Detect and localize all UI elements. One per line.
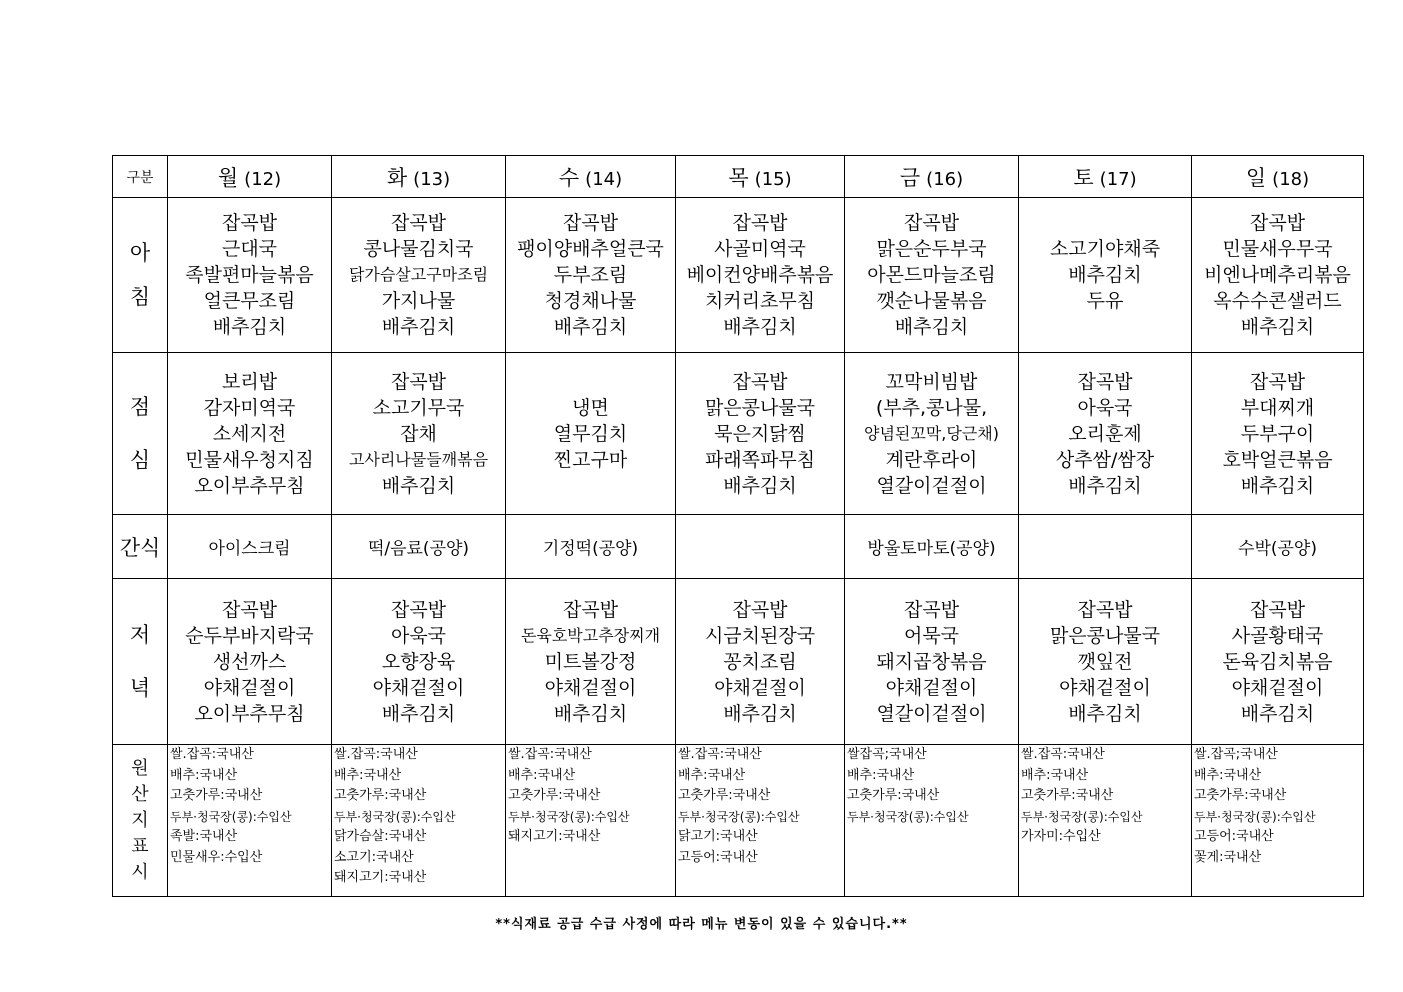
lunch-item: 오리훈제: [1068, 422, 1142, 445]
lunch-item: 호박얼큰볶음: [1222, 448, 1333, 471]
breakfast-item: 배추김치: [723, 316, 797, 338]
breakfast-cell: [332, 198, 506, 353]
breakfast-item: 옥수수콘샐러드: [1213, 290, 1342, 312]
dinner-item: 오향장육: [381, 650, 456, 673]
origin-line: 닭가슴살:국내산: [334, 829, 427, 844]
dinner-item: 생선까스: [212, 650, 287, 673]
dinner-item: 야채겉절이: [372, 676, 465, 699]
snack-cell: 떡/음료(공양): [332, 515, 506, 579]
dinner-item: 배추김치: [553, 702, 628, 725]
dinner-item: 맑은콩나물국: [1049, 624, 1161, 647]
origin-line: 쌀.잡곡:국내산: [334, 747, 418, 762]
origin-line: 고등어:국내산: [678, 849, 758, 865]
breakfast-cell: [1019, 198, 1192, 353]
origin-line: 배추:국내산: [1021, 767, 1089, 783]
dinner-item: 잡곡밥: [1249, 598, 1306, 621]
lunch-item: 양념된꼬막,당근채): [864, 423, 999, 443]
day-header: [676, 156, 845, 198]
lunch-item: 잡곡밥: [1077, 370, 1133, 393]
origin-label-char: 원: [131, 757, 149, 779]
corner-label: 구분: [113, 156, 168, 198]
lunch-item: (부추,콩나물,: [875, 396, 988, 419]
breakfast-cell: [845, 198, 1019, 353]
dinner-label-char: 녁: [129, 675, 151, 700]
origin-line: 두부·청국장(콩):수입산: [170, 809, 292, 824]
dinner-item: 시금치된장국: [704, 624, 816, 647]
dinner-item: 야채겉절이: [1231, 676, 1324, 699]
lunch-item: 꼬막비빔밥: [885, 370, 978, 393]
dinner-item: 사골황태국: [1231, 624, 1324, 647]
header-row: [113, 156, 1364, 198]
lunch-item: 배추김치: [1068, 474, 1142, 497]
origin-line: 두부·청국장(콩):수입산: [508, 809, 630, 824]
origin-label-char: 시: [131, 861, 149, 883]
snack-row: [113, 515, 1364, 579]
breakfast-item: 팽이양배추얼큰국: [517, 238, 664, 260]
breakfast-item: 족발편마늘볶음: [185, 264, 314, 286]
lunch-item: 소고기무국: [372, 396, 465, 419]
day-name: 화: [386, 165, 408, 190]
lunch-item: 고사리나물들깨볶음: [348, 449, 489, 469]
day-name: 수: [558, 165, 580, 190]
day-header: [506, 156, 676, 198]
origin-line: 쌀.잡곡:국내산: [1021, 747, 1105, 762]
dinner-item: 열갈이겉절이: [876, 702, 987, 725]
breakfast-item: 닭가슴살고구마조림: [348, 265, 489, 284]
origin-line: 쌀.잡곡:국내산: [508, 747, 592, 762]
snack-cell: [676, 515, 845, 579]
dinner-cell: [168, 579, 332, 745]
day-date: (18): [1272, 168, 1310, 190]
lunch-item: 오이부추무침: [194, 474, 305, 497]
dinner-item: 돼지곱창볶음: [876, 650, 987, 673]
origin-line: 고춧가루:국내산: [1021, 788, 1114, 803]
breakfast-item: 배추김치: [1240, 316, 1315, 338]
lunch-cell: [168, 353, 332, 515]
origin-row: [113, 745, 1364, 897]
lunch-item: 파래쪽파무침: [704, 448, 816, 471]
origin-line: 돼지고기:국내산: [508, 829, 601, 844]
dinner-item: 깻잎전: [1077, 650, 1133, 673]
dinner-label-char: 저: [129, 623, 151, 648]
dinner-item: 잡곡밥: [390, 598, 447, 621]
dinner-item: 잡곡밥: [562, 598, 619, 621]
breakfast-item: 청경채나물: [544, 290, 637, 312]
dinner-cell: [1192, 579, 1364, 745]
snack-cell: 아이스크림: [168, 515, 332, 579]
dinner-item: 배추김치: [1068, 702, 1142, 725]
origin-line: 꽃게:국내산: [1194, 849, 1262, 865]
lunch-item: 배추김치: [723, 474, 797, 497]
dinner-item: 미트볼강정: [544, 650, 637, 673]
lunch-item: 열무김치: [553, 422, 628, 445]
dinner-item: 배추김치: [381, 702, 456, 725]
origin-line: 두부·청국장(콩):수입산: [1021, 809, 1143, 824]
breakfast-item: 근대국: [221, 238, 278, 260]
lunch-item: 잡채: [400, 422, 437, 445]
lunch-cell: [1019, 353, 1192, 515]
dinner-item: 아욱국: [390, 624, 447, 647]
breakfast-cell: [676, 198, 845, 353]
dinner-item: 잡곡밥: [1077, 598, 1133, 621]
breakfast-item: 소고기야채죽: [1049, 238, 1161, 260]
breakfast-cell: [1192, 198, 1364, 353]
dinner-item: 돈육호박고추장찌개: [520, 625, 661, 645]
day-date: (17): [1099, 168, 1137, 190]
dinner-cell: [845, 579, 1019, 745]
breakfast-item: 베이컨양배추볶음: [686, 264, 834, 286]
origin-label-char: 산: [131, 783, 149, 805]
origin-cell: [332, 745, 506, 897]
breakfast-item: 비엔나메추리볶음: [1204, 264, 1351, 286]
day-name: 목: [728, 165, 749, 190]
origin-line: 두부·청국장(콩):수입산: [847, 809, 969, 824]
breakfast-item: 잡곡밥: [732, 212, 788, 234]
breakfast-item: 배추김치: [212, 316, 287, 338]
snack-label: 간식: [113, 515, 168, 579]
lunch-item: 민물새우청지짐: [185, 448, 314, 471]
lunch-label-char: 점: [129, 395, 151, 420]
day-name: 토: [1073, 165, 1094, 190]
day-name: 금: [899, 165, 921, 190]
origin-line: 돼지고기:국내산: [334, 870, 427, 885]
breakfast-item: 잡곡밥: [390, 212, 447, 234]
origin-line: 쌀.잡곡:국내산: [678, 747, 762, 762]
origin-cell: [1019, 745, 1192, 897]
origin-cell: [506, 745, 676, 897]
origin-line: 두부·청국장(콩):수입산: [678, 809, 800, 824]
origin-line: 두부·청국장(콩):수입산: [1194, 809, 1316, 824]
day-date: (14): [585, 168, 623, 190]
breakfast-item: 배추김치: [1068, 264, 1142, 286]
lunch-item: 부대찌개: [1240, 396, 1315, 419]
origin-line: 배추:국내산: [678, 767, 746, 783]
dinner-item: 잡곡밥: [732, 598, 788, 621]
lunch-item: 소세지전: [212, 422, 287, 445]
lunch-item: 잡곡밥: [1249, 370, 1306, 393]
lunch-item: 잡곡밥: [390, 370, 447, 393]
dinner-item: 야채겉절이: [1059, 676, 1151, 699]
lunch-item: 감자미역국: [203, 396, 296, 419]
dinner-item: 배추김치: [723, 702, 797, 725]
dinner-cell: [506, 579, 676, 745]
day-date: (12): [244, 168, 282, 190]
menu-change-notice: **식재료 공급 수급 사정에 따라 메뉴 변동이 있을 수 있습니다.**: [495, 917, 908, 932]
dinner-item: 야채겉절이: [885, 676, 978, 699]
dinner-item: 야채겉절이: [203, 676, 296, 699]
origin-line: 쌀잡곡;국내산: [847, 747, 927, 762]
breakfast-label-char: 아: [129, 240, 151, 265]
origin-line: 민물새우:수입산: [170, 849, 263, 865]
lunch-cell: [1192, 353, 1364, 515]
snack-cell: [1019, 515, 1192, 579]
lunch-item: 맑은콩나물국: [704, 396, 816, 419]
origin-line: 쌀.잡곡;국내산: [1194, 747, 1278, 762]
breakfast-item: 잡곡밥: [903, 212, 960, 234]
breakfast-item: 가지나물: [381, 290, 456, 312]
dinner-item: 오이부추무침: [194, 702, 305, 725]
snack-cell: 수박(공양): [1192, 515, 1364, 579]
lunch-item: 냉면: [572, 396, 609, 419]
lunch-item: 열갈이겉절이: [876, 474, 987, 497]
origin-line: 고춧가루:국내산: [1194, 788, 1287, 803]
dinner-cell: [676, 579, 845, 745]
dinner-item: 배추김치: [1240, 702, 1315, 725]
origin-line: 가자미:수입산: [1021, 829, 1101, 844]
breakfast-item: 깻순나물볶음: [876, 290, 987, 312]
origin-cell: [845, 745, 1019, 897]
breakfast-label-char: 침: [129, 285, 151, 309]
day-header: [1019, 156, 1192, 198]
day-name: 일: [1245, 165, 1267, 190]
lunch-label-char: 심: [129, 447, 151, 472]
dinner-label: [113, 579, 168, 745]
lunch-item: 묵은지닭찜: [714, 422, 806, 445]
lunch-item: 잡곡밥: [732, 370, 788, 393]
lunch-item: 계란후라이: [885, 448, 978, 471]
lunch-item: 두부구이: [1240, 422, 1315, 445]
breakfast-item: 잡곡밥: [562, 212, 619, 234]
origin-line: 두부·청국장(콩):수입산: [334, 809, 456, 824]
origin-line: 쌀.잡곡:국내산: [170, 747, 254, 762]
origin-cell: [168, 745, 332, 897]
lunch-cell: [845, 353, 1019, 515]
dinner-cell: [332, 579, 506, 745]
breakfast-item: 맑은순두부국: [876, 238, 987, 260]
snack-cell: 기정떡(공양): [506, 515, 676, 579]
origin-line: 고춧가루:국내산: [847, 788, 940, 803]
breakfast-item: 배추김치: [553, 316, 628, 338]
origin-line: 배추:국내산: [170, 767, 238, 783]
lunch-row: [113, 353, 1364, 515]
lunch-item: 아욱국: [1077, 396, 1133, 419]
breakfast-item: 잡곡밥: [221, 212, 278, 234]
day-header: [845, 156, 1019, 198]
breakfast-item: 아몬드마늘조림: [867, 264, 996, 286]
dinner-cell: [1019, 579, 1192, 745]
day-date: (16): [926, 168, 964, 190]
breakfast-item: 얼큰무조림: [203, 290, 296, 312]
breakfast-row: [113, 198, 1364, 353]
breakfast-item: 배추김치: [381, 316, 456, 338]
breakfast-item: 치커리초무침: [704, 290, 816, 312]
lunch-item: 보리밥: [221, 370, 278, 393]
origin-label-char: 지: [131, 809, 149, 831]
dinner-item: 잡곡밥: [221, 598, 278, 621]
origin-line: 소고기:국내산: [334, 849, 414, 865]
origin-line: 배추:국내산: [508, 767, 576, 783]
origin-cell: [1192, 745, 1364, 897]
lunch-cell: [676, 353, 845, 515]
origin-line: 족발:국내산: [170, 829, 238, 844]
dinner-item: 꽁치조림: [723, 650, 797, 673]
breakfast-item: 배추김치: [894, 316, 969, 338]
lunch-label: [113, 353, 168, 515]
day-header: [168, 156, 332, 198]
origin-line: 고춧가루:국내산: [170, 788, 263, 803]
dinner-item: 잡곡밥: [903, 598, 960, 621]
origin-line: 배추:국내산: [334, 767, 402, 783]
breakfast-item: 두부조림: [553, 264, 628, 286]
lunch-item: 찐고구마: [553, 448, 628, 471]
day-date: (15): [754, 168, 792, 190]
lunch-item: 상추쌈/쌈장: [1055, 448, 1155, 471]
breakfast-item: 잡곡밥: [1249, 212, 1306, 234]
dinner-item: 순두부바지락국: [185, 624, 314, 647]
origin-line: 고등어:국내산: [1194, 829, 1274, 844]
breakfast-cell: [168, 198, 332, 353]
breakfast-item: 민물새우무국: [1222, 238, 1333, 260]
breakfast-item: 콩나물김치국: [363, 238, 474, 260]
day-date: (13): [413, 168, 451, 190]
snack-cell: 방울토마토(공양): [845, 515, 1019, 579]
breakfast-label: [113, 198, 168, 353]
origin-cell: [676, 745, 845, 897]
origin-line: 배추:국내산: [847, 767, 915, 783]
origin-label: [113, 745, 168, 897]
lunch-cell: [332, 353, 506, 515]
weekly-menu-table: [112, 155, 1364, 897]
origin-line: 고춧가루:국내산: [508, 788, 601, 803]
dinner-item: 야채겉절이: [544, 676, 637, 699]
dinner-item: 돈육김치볶음: [1222, 650, 1333, 673]
lunch-cell: [506, 353, 676, 515]
origin-line: 배추:국내산: [1194, 767, 1262, 783]
day-name: 월: [217, 165, 239, 190]
lunch-item: 배추김치: [1240, 474, 1315, 497]
origin-line: 닭고기:국내산: [678, 829, 758, 844]
dinner-item: 야채겉절이: [714, 676, 806, 699]
day-header: [332, 156, 506, 198]
dinner-item: 어묵국: [903, 624, 960, 647]
breakfast-cell: [506, 198, 676, 353]
origin-line: 고춧가루:국내산: [678, 788, 771, 803]
breakfast-item: 두유: [1086, 290, 1124, 312]
day-header: [1192, 156, 1364, 198]
dinner-row: [113, 579, 1364, 745]
origin-line: 고춧가루:국내산: [334, 788, 427, 803]
lunch-item: 배추김치: [381, 474, 456, 497]
origin-label-char: 표: [131, 835, 149, 857]
breakfast-item: 사골미역국: [714, 238, 806, 260]
